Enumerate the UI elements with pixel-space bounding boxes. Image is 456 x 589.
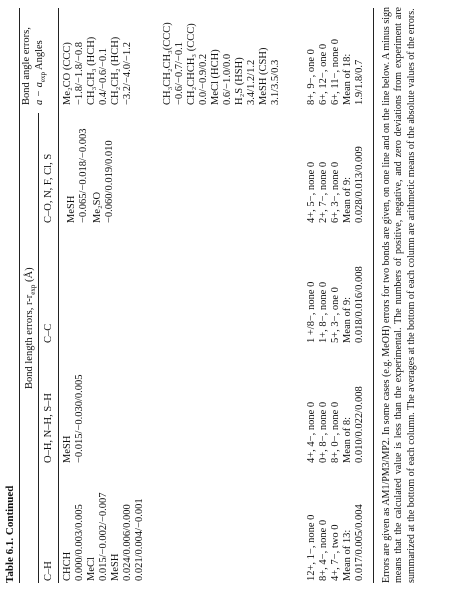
table-cell: MeCl (HCH) [210,49,221,105]
table-cell: 0.000/0.003/0.005 [74,504,85,581]
table-cell: MeCl [86,557,97,581]
table-cell: CH₂CH₂ (HCH) [110,36,121,105]
summary-cell: 2+, 7−, none 0 [318,161,329,223]
table-cell: CH₂CHCH₃ (CCC) [186,23,197,105]
table-cell: −1.8/−1.8/−0.8 [74,42,85,105]
bond-length-header [24,267,39,389]
summary-cell: 6+, 11−, none 0 [330,39,341,105]
table-footnote: Errors are given as AM1/PM3/MP2. In some cases (e.g. MeOH) errors for two bonds are given, on one line and on the line below. A minus sign means that the calculated value is less than the experimental. The numbers of positive, negative, and zero deviations from experiment are summarized at the bottom of each column. The averages at the bottom of each column are arithmetic means of the absolute values of the errors. [381,7,417,583]
summary-cell: Mean of 13: [342,529,353,581]
table-cell: MeSH [62,435,73,463]
bond-length-header-unit: (Å) [24,267,35,285]
table-cell: 0.4/−0.6/−0.1 [98,47,109,105]
table-cell: CH₃CH₃ (HCH) [86,36,97,105]
bond-length-header-sub: exp [29,284,38,295]
summary-cell: 0.028/0.013/0.009 [354,146,365,223]
table-cell: −3.2/−4.0/−1.2 [122,42,133,105]
table-cell: −0.6/−0.7/−0.1 [174,42,185,105]
table-cell: −0.015/−0.030/0.005 [74,374,85,463]
angle-header-b: Angles [34,40,45,73]
summary-cell: 6+, 12−, one 0 [318,43,329,105]
bottom-rule [373,8,374,583]
table-cell: −0.060/0.019/0.010 [104,140,115,223]
summary-cell: 4+, 7−, two 0 [330,524,341,581]
table-cell: Me₂CO (CCC) [62,42,73,105]
table-cell: −0.065/−0.018/−0.003 [78,128,89,223]
summary-cell: 1 +/8−, none 0 [306,281,317,343]
table-cell: MeSH (CSH) [258,47,269,105]
table-cell: MeSH [110,553,121,581]
top-rule [19,8,20,583]
table-cell: 0.6/−1.0/0.0 [222,53,233,105]
col-header-cc: C–C [43,323,54,343]
angle-header-a: a − a [34,82,45,105]
table-caption: Table 6.1. Continued [4,485,16,583]
summary-cell: 0.017/0.005/0.004 [354,504,365,581]
summary-cell: 1+, 8−, none 0 [318,281,329,343]
table-cell: CHCH [62,551,73,581]
col-header-co: C–O, N, F, Cl, S [43,153,54,223]
summary-cell: Mean of 9: [342,296,353,343]
summary-cell: 5+, 3−, one 0 [330,287,341,343]
table-cell: 0.021/0.004/−0.001 [134,498,145,581]
summary-cell: 8+, 9−, one 0 [306,49,317,105]
summary-cell: Mean of 9: [342,176,353,223]
summary-cell: 6+, 3−, none 0 [330,161,341,223]
col-header-oh: O–H, N–H, S–H [43,392,54,463]
summary-cell: 0.010/0.022/0.008 [354,386,365,463]
table-cell: 0.015/−0.002/−0.007 [98,492,109,581]
bond-length-header-text: Bond length errors, r-r [24,294,35,389]
table-cell: 0.024/0.006/0.000 [122,504,133,581]
summary-cell: Mean of 18: [342,53,353,105]
summary-cell: 1.9/1.8/0.7 [354,59,365,105]
table-cell: Me₂SO [92,191,103,223]
summary-cell: 8+, 4−, none 0 [318,519,329,581]
angle-header-line2 [34,40,49,105]
col-header-ch: C–H [43,561,54,581]
table-cell: 0.0/−0.9/0.2 [198,53,209,105]
summary-cell: 4+, 4−, none 0 [306,401,317,463]
table-cell: CH₃CH₂CH₃(CCC) [162,22,173,105]
table-cell: 3.1/3.5/0.3 [270,59,281,105]
angle-header-line1: Bond angle errors, [21,27,32,105]
header-bottom-rule [58,8,59,583]
summary-cell: 4+, 5−, none 0 [306,161,317,223]
summary-cell: 8+, 0−, none 0 [330,401,341,463]
summary-cell: 0.018/0.016/0.008 [354,266,365,343]
summary-cell: Mean of 8: [342,416,353,463]
table-cell: MeSH [66,195,77,223]
summary-cell: 12+, 1−, none 0 [306,514,317,581]
table-cell: H₂S (HSH) [234,57,245,105]
bond-group-rule [38,113,39,583]
angle-header-sub: exp [39,72,48,83]
table-cell: 3.4/1.2/1.2 [246,59,257,105]
summary-cell: 0+, 8−, none 0 [318,401,329,463]
